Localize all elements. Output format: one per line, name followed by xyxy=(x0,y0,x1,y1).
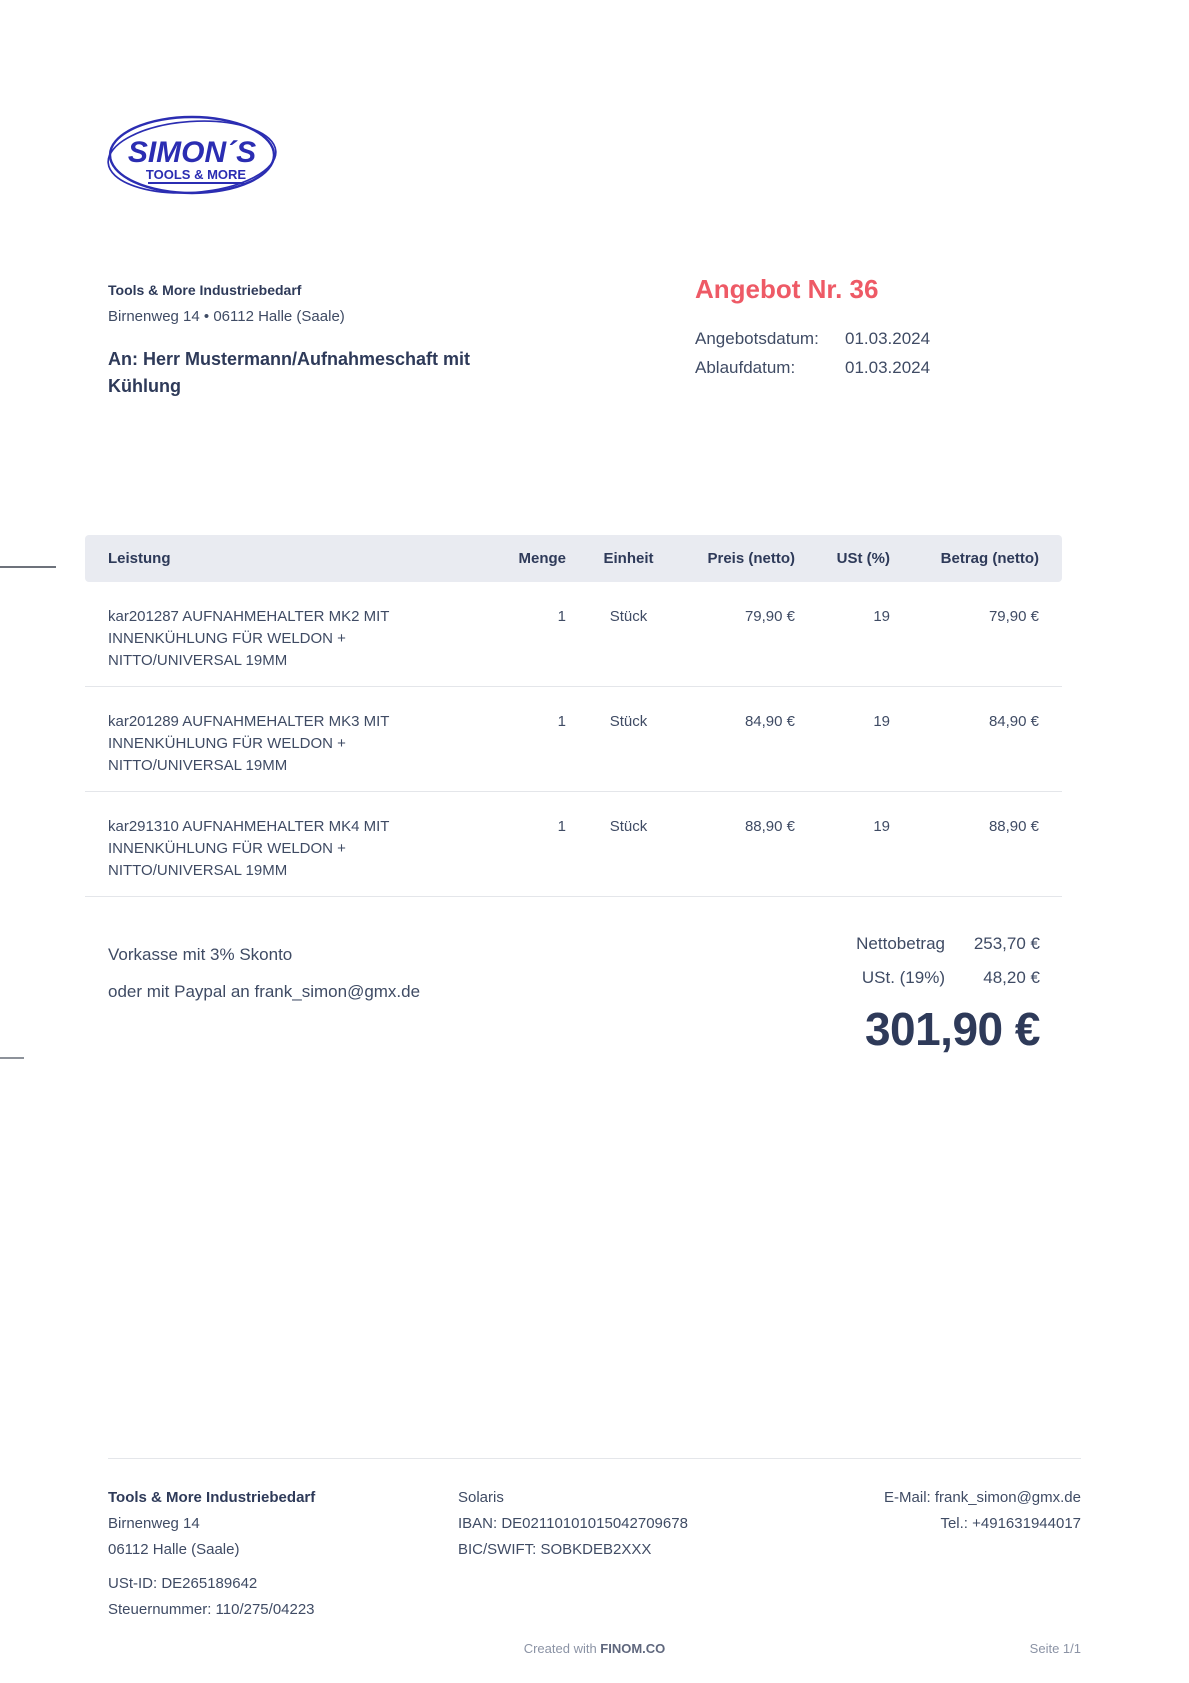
table-row xyxy=(85,792,1062,897)
net-total-label: Nettobetrag xyxy=(856,934,945,953)
offer-date-label: Angebotsdatum: xyxy=(695,329,819,348)
header-ust: USt (%) xyxy=(836,550,890,567)
header-einheit: Einheit xyxy=(603,550,654,567)
footer-company-block xyxy=(108,1485,315,1623)
sender-address: Birnenweg 14 • 06112 Halle (Saale) xyxy=(108,308,345,325)
grand-total: 301,90 € xyxy=(864,1003,1040,1055)
cell-ust: 19 xyxy=(873,818,890,835)
cell-betrag: 84,90 € xyxy=(988,713,1039,730)
offer-expiry-label: Ablaufdatum: xyxy=(695,358,796,377)
footer-bank-block xyxy=(458,1485,688,1563)
payment-note xyxy=(108,936,420,1010)
net-total-row xyxy=(856,934,1040,954)
header-leistung: Leistung xyxy=(108,550,171,567)
footer-bic: BIC/SWIFT: SOBKDEB2XXX xyxy=(458,1541,652,1558)
fold-mark-bottom xyxy=(0,1057,24,1059)
footer-iban: IBAN: DE02110101015042709678 xyxy=(458,1515,688,1532)
net-total-value: 253,70 € xyxy=(973,934,1040,953)
offer-expiry-row xyxy=(695,353,930,382)
offer-date-row xyxy=(695,324,930,353)
table-row xyxy=(85,687,1062,792)
offer-fields xyxy=(695,324,930,382)
cell-leistung: kar201289 AUFNAHMEHALTER MK3 MIT INNENKÜHLUNG FÜR WELDON + NITTO/UNIVERSAL 19MM xyxy=(108,713,390,774)
created-with-line xyxy=(0,1641,1189,1656)
cell-ust: 19 xyxy=(873,713,890,730)
footer-divider xyxy=(108,1458,1081,1459)
cell-menge: 1 xyxy=(557,818,566,835)
footer-bank-name: Solaris xyxy=(458,1489,504,1506)
footer-contact-block xyxy=(884,1485,1081,1537)
vat-label: USt. (19%) xyxy=(861,968,945,987)
vat-value: 48,20 € xyxy=(983,968,1040,987)
totals-block xyxy=(856,934,1040,1056)
sender-block xyxy=(108,282,345,325)
line-items-table xyxy=(85,535,1062,897)
cell-betrag: 79,90 € xyxy=(988,608,1039,625)
cell-einheit: Stück xyxy=(609,608,648,625)
footer-spacer xyxy=(108,1563,315,1571)
cell-leistung: kar291310 AUFNAHMEHALTER MK4 MIT INNENKÜHLUNG FÜR WELDON + NITTO/UNIVERSAL 19MM xyxy=(108,818,390,879)
page-number: Seite 1/1 xyxy=(1029,1641,1081,1656)
offer-title: Angebot Nr. 36 xyxy=(695,274,879,304)
payment-note-line1: Vorkasse mit 3% Skonto xyxy=(108,945,293,964)
payment-note-line2: oder mit Paypal an frank_simon@gmx.de xyxy=(108,982,421,1001)
footer-company-street: Birnenweg 14 xyxy=(108,1515,200,1532)
cell-preis: 79,90 € xyxy=(744,608,795,625)
cell-preis: 88,90 € xyxy=(744,818,795,835)
footer-company-name: Tools & More Industriebedarf xyxy=(108,1489,316,1506)
offer-expiry-value: 01.03.2024 xyxy=(845,358,931,377)
offer-date-value: 01.03.2024 xyxy=(845,329,931,348)
cell-menge: 1 xyxy=(557,608,566,625)
footer-phone: Tel.: +491631944017 xyxy=(940,1515,1081,1532)
created-with-brand: FINOM.CO xyxy=(600,1641,666,1656)
cell-einheit: Stück xyxy=(609,818,648,835)
footer-tax-number: Steuernummer: 110/275/04223 xyxy=(108,1601,315,1618)
cell-menge: 1 xyxy=(557,713,566,730)
created-with-prefix: Created with xyxy=(523,1641,601,1656)
fold-mark-top xyxy=(0,566,56,568)
logo-tagline: TOOLS & MORE xyxy=(145,167,247,182)
footer-company-city: 06112 Halle (Saale) xyxy=(108,1541,240,1558)
cell-einheit: Stück xyxy=(609,713,648,730)
cell-ust: 19 xyxy=(873,608,890,625)
cell-preis: 84,90 € xyxy=(744,713,795,730)
sender-company: Tools & More Industriebedarf xyxy=(108,282,302,298)
header-menge: Menge xyxy=(518,550,566,567)
vat-row xyxy=(856,968,1040,988)
header-betrag: Betrag (netto) xyxy=(940,550,1039,567)
header-preis: Preis (netto) xyxy=(707,550,795,567)
logo-wordmark: SIMON´S xyxy=(127,136,257,169)
footer-email: E-Mail: frank_simon@gmx.de xyxy=(884,1489,1081,1506)
cell-betrag: 88,90 € xyxy=(988,818,1039,835)
offer-header xyxy=(695,274,930,382)
recipient-line: An: Herr Mustermann/Aufnahmeschaft mit Kühlung xyxy=(108,349,471,396)
cell-leistung: kar201287 AUFNAHMEHALTER MK2 MIT INNENKÜHLUNG FÜR WELDON + NITTO/UNIVERSAL 19MM xyxy=(108,608,390,669)
company-logo xyxy=(104,108,280,206)
table-row xyxy=(85,582,1062,687)
table-header-row xyxy=(85,535,1062,582)
footer-vat-id: USt-ID: DE265189642 xyxy=(108,1575,258,1592)
